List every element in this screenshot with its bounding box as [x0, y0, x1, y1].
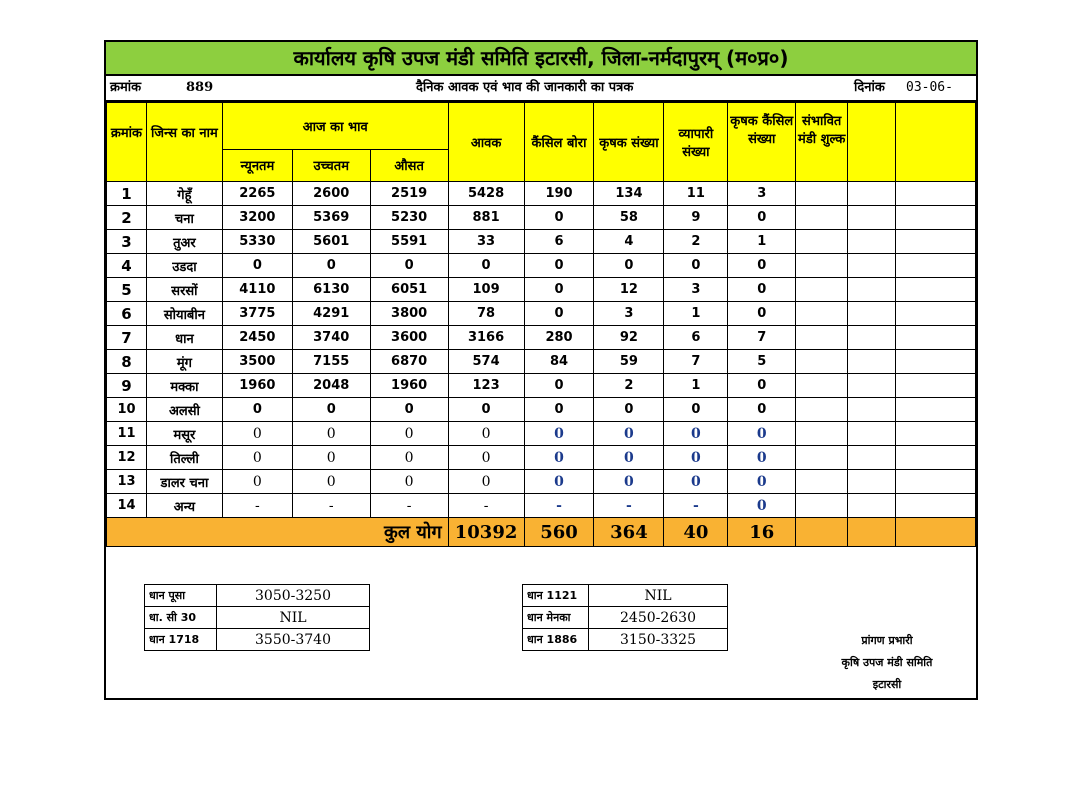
cell-max: - — [292, 494, 370, 518]
variety-row — [523, 607, 728, 629]
cell-blank — [796, 422, 848, 446]
cell-arrival: - — [448, 494, 524, 518]
col-header-min: न्यूनतम — [222, 149, 292, 181]
cell-cancel: 84 — [524, 350, 594, 374]
cell-arrival: 574 — [448, 350, 524, 374]
variety-name: धा. सी 30 — [145, 607, 217, 629]
table-row — [107, 398, 976, 422]
cell-avg: 5591 — [370, 230, 448, 254]
col-header-blank-1 — [848, 103, 896, 182]
cell-sno: 8 — [107, 350, 147, 374]
cell-sno: 6 — [107, 302, 147, 326]
cell-arrival: 5428 — [448, 182, 524, 206]
table-row — [107, 182, 976, 206]
cell-blank — [848, 326, 896, 350]
variety-name: धान पूसा — [145, 585, 217, 607]
cell-farmers: 134 — [594, 182, 664, 206]
cell-traders: 6 — [664, 326, 728, 350]
col-header-trader-count: व्यापारी संख्या — [664, 103, 728, 182]
variety-name: धान मेनका — [523, 607, 589, 629]
total-farmer-cancel: 16 — [728, 518, 796, 547]
cell-sno: 2 — [107, 206, 147, 230]
cell-blank — [848, 182, 896, 206]
cell-blank — [796, 182, 848, 206]
cell-cancel: 6 — [524, 230, 594, 254]
cell-fcancel: 0 — [728, 470, 796, 494]
cell-blank — [896, 374, 976, 398]
signature-block — [812, 630, 962, 696]
cell-fcancel: 0 — [728, 422, 796, 446]
cell-blank — [896, 278, 976, 302]
cell-blank — [848, 302, 896, 326]
cell-name: धान — [146, 326, 222, 350]
cell-sno: 14 — [107, 494, 147, 518]
cell-arrival: 0 — [448, 470, 524, 494]
cell-traders: 1 — [664, 374, 728, 398]
cell-sno: 11 — [107, 422, 147, 446]
cell-min: 0 — [222, 254, 292, 278]
cell-blank — [848, 278, 896, 302]
cell-name: सोयाबीन — [146, 302, 222, 326]
cell-max: 0 — [292, 398, 370, 422]
variety-row — [523, 629, 728, 651]
cell-min: 1960 — [222, 374, 292, 398]
col-header-commodity: जिन्स का नाम — [146, 103, 222, 182]
cell-arrival: 123 — [448, 374, 524, 398]
table-row — [107, 374, 976, 398]
cell-sno: 1 — [107, 182, 147, 206]
cell-blank — [848, 374, 896, 398]
kramank-value: 889 — [186, 80, 214, 95]
cell-sno: 12 — [107, 446, 147, 470]
cell-name: मसूर — [146, 422, 222, 446]
cell-traders: 0 — [664, 254, 728, 278]
cell-blank — [848, 206, 896, 230]
cell-fcancel: 0 — [728, 494, 796, 518]
table-row — [107, 206, 976, 230]
cell-sno: 4 — [107, 254, 147, 278]
cell-min: 0 — [222, 470, 292, 494]
signature-line-1: प्रांगण प्रभारी — [861, 634, 913, 647]
cell-name: अलसी — [146, 398, 222, 422]
cell-min: 0 — [222, 398, 292, 422]
total-blank-3 — [896, 518, 976, 547]
cell-avg: 6051 — [370, 278, 448, 302]
col-header-farmer-count: कृषक संख्या — [594, 103, 664, 182]
cell-max: 2048 — [292, 374, 370, 398]
cell-blank — [848, 494, 896, 518]
cell-blank — [796, 494, 848, 518]
variety-rate: 3550-3740 — [217, 629, 370, 651]
cell-max: 4291 — [292, 302, 370, 326]
cell-avg: 3600 — [370, 326, 448, 350]
cell-blank — [796, 254, 848, 278]
cell-max: 7155 — [292, 350, 370, 374]
cell-farmers: 92 — [594, 326, 664, 350]
cell-avg: 0 — [370, 422, 448, 446]
col-header-mandi-fee: संभावित मंडी शुल्क — [796, 103, 848, 182]
cell-farmers: 2 — [594, 374, 664, 398]
variety-name: धान 1718 — [145, 629, 217, 651]
cell-sno: 10 — [107, 398, 147, 422]
cell-cancel: 0 — [524, 278, 594, 302]
table-row — [107, 254, 976, 278]
cell-blank — [848, 350, 896, 374]
cell-traders: 9 — [664, 206, 728, 230]
total-cancel: 560 — [524, 518, 594, 547]
cell-arrival: 0 — [448, 398, 524, 422]
col-header-avg: औसत — [370, 149, 448, 181]
cell-fcancel: 3 — [728, 182, 796, 206]
cell-blank — [848, 254, 896, 278]
cell-max: 0 — [292, 446, 370, 470]
table-row — [107, 278, 976, 302]
date-value: 03-06- — [906, 80, 953, 95]
table-row — [107, 350, 976, 374]
cell-blank — [848, 422, 896, 446]
cell-blank — [796, 230, 848, 254]
cell-farmers: 0 — [594, 398, 664, 422]
cell-cancel: 0 — [524, 398, 594, 422]
cell-arrival: 0 — [448, 254, 524, 278]
col-header-max: उच्चतम — [292, 149, 370, 181]
cell-farmers: 3 — [594, 302, 664, 326]
table-row — [107, 302, 976, 326]
table-row — [107, 230, 976, 254]
cell-name: डालर चना — [146, 470, 222, 494]
cell-avg: 0 — [370, 470, 448, 494]
cell-blank — [896, 494, 976, 518]
cell-farmers: 0 — [594, 422, 664, 446]
cell-name: चना — [146, 206, 222, 230]
cell-sno: 9 — [107, 374, 147, 398]
cell-name: तिल्ली — [146, 446, 222, 470]
table-row — [107, 446, 976, 470]
cell-farmers: 58 — [594, 206, 664, 230]
cell-sno: 5 — [107, 278, 147, 302]
cell-arrival: 78 — [448, 302, 524, 326]
variety-name: धान 1886 — [523, 629, 589, 651]
cell-fcancel: 0 — [728, 398, 796, 422]
variety-rate: 3150-3325 — [589, 629, 728, 651]
cell-fcancel: 5 — [728, 350, 796, 374]
col-header-cancel-bags: कैंसिल बोरा — [524, 103, 594, 182]
cell-traders: 7 — [664, 350, 728, 374]
cell-blank — [796, 398, 848, 422]
cell-blank — [796, 470, 848, 494]
kramank-label: क्रमांक — [110, 80, 142, 95]
table-row — [107, 470, 976, 494]
variety-box-right — [522, 584, 728, 651]
cell-sno: 13 — [107, 470, 147, 494]
cell-max: 6130 — [292, 278, 370, 302]
cell-arrival: 0 — [448, 446, 524, 470]
cell-avg: 6870 — [370, 350, 448, 374]
rates-table — [106, 102, 976, 547]
cell-fcancel: 0 — [728, 302, 796, 326]
variety-row — [523, 585, 728, 607]
total-row — [107, 518, 976, 547]
cell-fcancel: 0 — [728, 254, 796, 278]
cell-fcancel: 1 — [728, 230, 796, 254]
cell-traders: 3 — [664, 278, 728, 302]
cell-avg: 2519 — [370, 182, 448, 206]
variety-row — [145, 585, 370, 607]
variety-row — [145, 629, 370, 651]
cell-traders: 11 — [664, 182, 728, 206]
cell-cancel: 0 — [524, 470, 594, 494]
cell-min: 2265 — [222, 182, 292, 206]
date-label: दिनांक — [854, 80, 885, 95]
cell-avg: 0 — [370, 398, 448, 422]
cell-cancel: 0 — [524, 302, 594, 326]
cell-blank — [848, 398, 896, 422]
cell-max: 5369 — [292, 206, 370, 230]
total-label: कुल योग — [107, 518, 449, 547]
cell-max: 3740 — [292, 326, 370, 350]
cell-cancel: 190 — [524, 182, 594, 206]
variety-rate: 3050-3250 — [217, 585, 370, 607]
cell-avg: 0 — [370, 446, 448, 470]
cell-fcancel: 0 — [728, 278, 796, 302]
cell-blank — [896, 326, 976, 350]
col-header-sno: क्रमांक — [107, 103, 147, 182]
cell-fcancel: 0 — [728, 206, 796, 230]
cell-farmers: 0 — [594, 470, 664, 494]
variety-row — [145, 607, 370, 629]
variety-name: धान 1121 — [523, 585, 589, 607]
table-row — [107, 494, 976, 518]
cell-traders: - — [664, 494, 728, 518]
col-header-today-rate: आज का भाव — [222, 103, 448, 150]
cell-min: 3200 — [222, 206, 292, 230]
cell-farmers: 12 — [594, 278, 664, 302]
cell-name: उडदा — [146, 254, 222, 278]
cell-max: 0 — [292, 470, 370, 494]
variety-rate: 2450-2630 — [589, 607, 728, 629]
cell-min: 4110 — [222, 278, 292, 302]
cell-blank — [796, 278, 848, 302]
cell-traders: 0 — [664, 422, 728, 446]
cell-name: अन्य — [146, 494, 222, 518]
cell-blank — [796, 446, 848, 470]
cell-cancel: 0 — [524, 446, 594, 470]
cell-name: गेहूँ — [146, 182, 222, 206]
cell-blank — [848, 470, 896, 494]
cell-arrival: 0 — [448, 422, 524, 446]
cell-arrival: 109 — [448, 278, 524, 302]
cell-cancel: 0 — [524, 422, 594, 446]
cell-farmers: 0 — [594, 446, 664, 470]
cell-min: 3500 — [222, 350, 292, 374]
variety-box-left — [144, 584, 370, 651]
cell-min: - — [222, 494, 292, 518]
cell-blank — [896, 422, 976, 446]
report-sheet — [104, 40, 978, 700]
cell-farmers: 4 — [594, 230, 664, 254]
col-header-arrival: आवक — [448, 103, 524, 182]
cell-fcancel: 7 — [728, 326, 796, 350]
cell-blank — [848, 446, 896, 470]
cell-max: 0 — [292, 422, 370, 446]
col-header-blank-2 — [896, 103, 976, 182]
cell-arrival: 881 — [448, 206, 524, 230]
cell-name: सरसों — [146, 278, 222, 302]
cell-blank — [796, 326, 848, 350]
cell-sno: 3 — [107, 230, 147, 254]
total-farmers: 364 — [594, 518, 664, 547]
cell-traders: 0 — [664, 470, 728, 494]
info-row — [106, 76, 976, 102]
cell-blank — [896, 302, 976, 326]
cell-farmers: 0 — [594, 254, 664, 278]
cell-min: 3775 — [222, 302, 292, 326]
cell-avg: 0 — [370, 254, 448, 278]
cell-fcancel: 0 — [728, 374, 796, 398]
cell-max: 5601 — [292, 230, 370, 254]
cell-min: 0 — [222, 422, 292, 446]
cell-sno: 7 — [107, 326, 147, 350]
cell-blank — [796, 302, 848, 326]
cell-traders: 1 — [664, 302, 728, 326]
cell-blank — [896, 398, 976, 422]
cell-max: 2600 — [292, 182, 370, 206]
cell-min: 5330 — [222, 230, 292, 254]
cell-max: 0 — [292, 254, 370, 278]
sheet-subtitle: दैनिक आवक एवं भाव की जानकारी का पत्रक — [416, 80, 634, 95]
cell-cancel: 0 — [524, 374, 594, 398]
cell-blank — [896, 182, 976, 206]
cell-arrival: 3166 — [448, 326, 524, 350]
signature-line-3: इटारसी — [872, 678, 902, 691]
cell-blank — [896, 206, 976, 230]
cell-traders: 2 — [664, 230, 728, 254]
cell-blank — [796, 350, 848, 374]
cell-farmers: - — [594, 494, 664, 518]
office-title: कार्यालय कृषि उपज मंडी समिति इटारसी, जिला-नर्मदापुरम् (म०प्र०) — [106, 42, 976, 76]
cell-min: 2450 — [222, 326, 292, 350]
cell-arrival: 33 — [448, 230, 524, 254]
variety-rate: NIL — [217, 607, 370, 629]
total-arrival: 10392 — [448, 518, 524, 547]
cell-blank — [848, 230, 896, 254]
cell-blank — [896, 230, 976, 254]
cell-blank — [896, 470, 976, 494]
table-row — [107, 422, 976, 446]
cell-fcancel: 0 — [728, 446, 796, 470]
cell-name: मूंग — [146, 350, 222, 374]
cell-avg: 3800 — [370, 302, 448, 326]
cell-farmers: 59 — [594, 350, 664, 374]
cell-cancel: 0 — [524, 206, 594, 230]
variety-rate: NIL — [589, 585, 728, 607]
cell-blank — [896, 350, 976, 374]
total-blank-1 — [796, 518, 848, 547]
total-blank-2 — [848, 518, 896, 547]
cell-avg: 5230 — [370, 206, 448, 230]
cell-blank — [796, 374, 848, 398]
cell-avg: 1960 — [370, 374, 448, 398]
cell-avg: - — [370, 494, 448, 518]
table-row — [107, 326, 976, 350]
cell-name: तुअर — [146, 230, 222, 254]
cell-blank — [896, 446, 976, 470]
cell-blank — [896, 254, 976, 278]
cell-min: 0 — [222, 446, 292, 470]
col-header-farmer-cancel: कृषक कैंसिल संख्या — [728, 103, 796, 182]
total-traders: 40 — [664, 518, 728, 547]
cell-name: मक्का — [146, 374, 222, 398]
cell-cancel: 280 — [524, 326, 594, 350]
cell-blank — [796, 206, 848, 230]
cell-cancel: - — [524, 494, 594, 518]
cell-traders: 0 — [664, 446, 728, 470]
cell-cancel: 0 — [524, 254, 594, 278]
signature-line-2: कृषि उपज मंडी समिति — [841, 656, 933, 669]
cell-traders: 0 — [664, 398, 728, 422]
